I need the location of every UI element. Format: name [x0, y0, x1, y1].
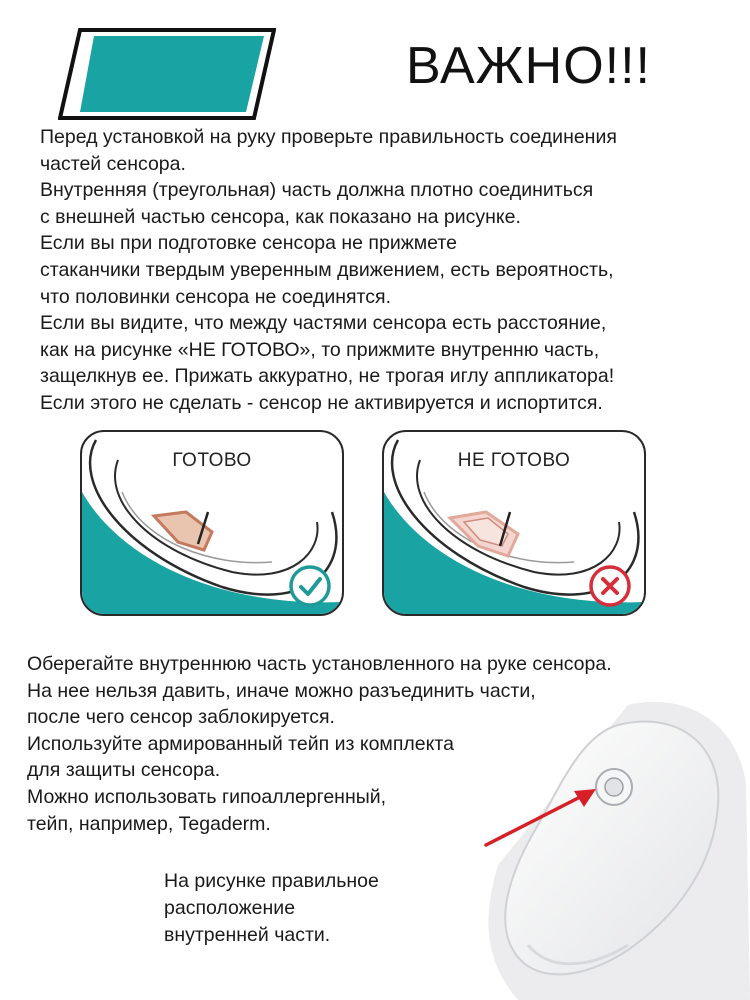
intro-line: что половинки сенсора не соединятся. — [40, 285, 391, 308]
intro-line: Если вы при подготовке сенсора не прижмете — [40, 232, 457, 255]
intro-line: с внешней частью сенсора, как показано на рисунке. — [40, 205, 521, 228]
intro-text — [40, 124, 730, 417]
page-title: ВАЖНО!!! — [406, 37, 651, 95]
care-line: Можно использовать гипоаллергенный, — [27, 785, 387, 808]
caption-line: внутренней части. — [164, 924, 331, 946]
intro-line: стаканчики твердым уверенным движением, есть вероятность, — [40, 258, 614, 281]
intro-line: Перед установкой на руку проверьте правильность соединения — [40, 126, 617, 148]
intro-line: Внутренняя (треугольная) часть должна плотно соединиться — [40, 179, 594, 202]
caption-text — [164, 868, 379, 949]
care-line: Оберегайте внутреннюю часть установленного на руке сенсора. — [27, 653, 612, 675]
intro-line: Если вы видите, что между частями сенсора есть расстояние, — [40, 312, 607, 335]
caption-line: На рисунке правильное — [164, 870, 379, 892]
care-line: Используйте армированный тейп из комплекта — [27, 732, 454, 755]
care-line: тейп, например, Tegaderm. — [27, 812, 271, 835]
care-line: после чего сенсор заблокируется. — [27, 706, 335, 729]
cross-circle-icon — [590, 566, 630, 606]
check-circle-icon — [290, 566, 330, 606]
intro-line: как на рисунке «НЕ ГОТОВО», то прижмите внутренню часть, — [40, 338, 600, 361]
sensor-photo-illustration — [478, 695, 750, 1000]
intro-line: защелкнув ее. Прижать аккуратно, не трогая иглу аппликатора! — [40, 365, 615, 388]
intro-line: Если этого не сделать - сенсор не активируется и испортится. — [40, 391, 603, 414]
intro-line: частей сенсора. — [40, 152, 186, 175]
panel-not-ready — [382, 430, 646, 616]
caption-line: расположение — [164, 897, 296, 919]
brand-logo-shape — [58, 28, 276, 120]
care-line: для защиты сенсора. — [27, 759, 221, 782]
panel-not-ready-label: НЕ ГОТОВО — [457, 450, 571, 471]
panel-ready — [80, 430, 344, 616]
panel-ready-label: ГОТОВО — [172, 450, 252, 471]
care-line: На нее нельзя давить, иначе можно разъединить части, — [27, 679, 536, 702]
